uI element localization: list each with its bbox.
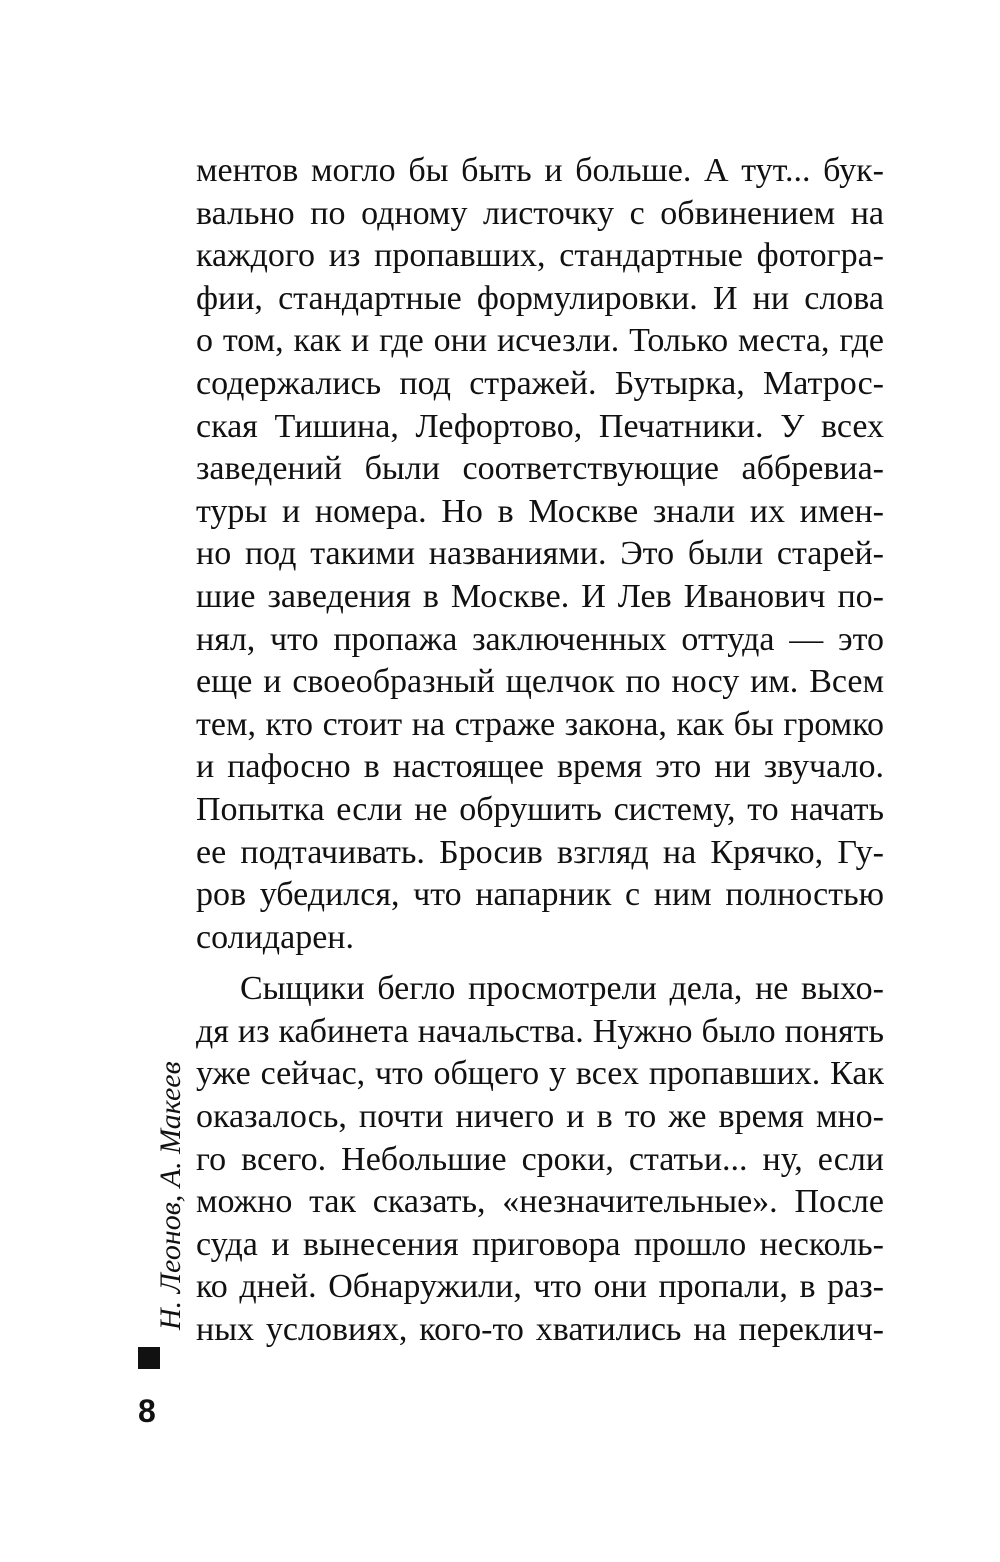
text-line: нял, что пропажа заключенных оттуда — это [196,620,884,658]
page-body-text [196,150,884,1352]
text-line: дя из кабинета начальства. Нужно было понять [196,1012,884,1050]
text-line: ных условиях, кого-то хватились на переклич- [196,1311,884,1349]
text-line: ров убедился, что напарник с ним полностью [196,876,884,914]
text-line: о том, как и где они исчезли. Только места, где [196,322,884,360]
text-line: каждого из пропавших, стандартные фотогра- [196,237,884,275]
text-line: и пафосно в настоящее время это ни звучало. [196,748,884,786]
text-line: ко дней. Обнаружили, что они пропали, в раз- [196,1268,884,1306]
paragraph [196,150,884,959]
text-line: уже сейчас, что общего у всех пропавших. Как [196,1055,884,1093]
text-line: Попытка если не обрушить систему, то начать [196,790,884,828]
text-line: шие заведения в Москве. И Лев Иванович по- [196,577,884,615]
text-line: можно так сказать, «незначительные». После [196,1183,884,1221]
paragraph-gap [196,959,884,968]
text-line: содержались под стражей. Бутырка, Матрос- [196,364,884,402]
black-square-marker [138,1347,160,1369]
paragraph [196,968,884,1351]
text-line: солидарен. [196,918,354,956]
text-line: го всего. Небольшие сроки, статьи... ну, если [196,1140,884,1178]
text-line: вально по одному листочку с обвинением на [196,194,884,232]
text-line: тем, кто стоит на страже закона, как бы громко [196,705,884,743]
page-number: 8 [138,1393,156,1429]
text-line: Сыщики бегло просмотрели дела, не выхо- [240,970,884,1008]
text-line: ментов могло бы быть и больше. А тут... бук- [196,152,884,189]
text-line: туры и номера. Но в Москве знали их имен- [196,492,884,530]
text-line: суда и вынесения приговора прошло несколь- [196,1225,884,1263]
text-line: ее подтачивать. Бросив взгляд на Крячко, Гу- [196,833,884,871]
text-line: оказалось, почти ничего и в то же время мно- [196,1098,884,1136]
text-line: еще и своеобразный щелчок по носу им. Всем [196,663,884,701]
text-line: фии, стандартные формулировки. И ни слова [196,279,884,317]
text-line: но под такими названиями. Это были старей- [196,535,884,573]
running-head-authors: Н. Леонов, А. Макеев [154,1061,187,1330]
text-line: заведений были соответствующие аббревиа- [196,450,884,488]
text-line: ская Тишина, Лефортово, Печатники. У всех [196,407,884,445]
